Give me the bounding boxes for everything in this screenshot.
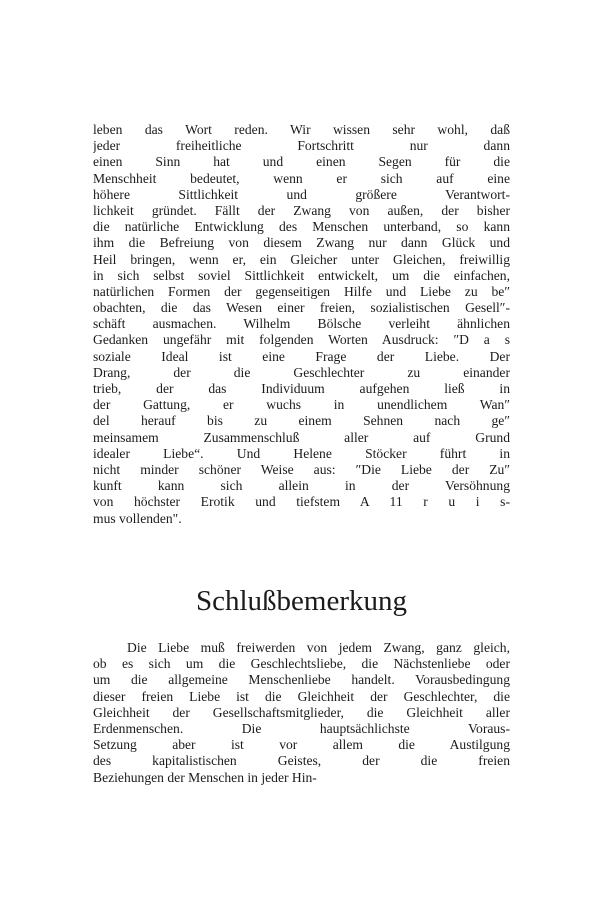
text-line: Gleichheit der Gesellschaftsmitglieder, die Gleichheit aller bbox=[93, 704, 510, 720]
text-line: Gedanken ungefähr mit folgenden Worten Ausdruck: ″D a s bbox=[93, 332, 510, 348]
text-line: des kapitalistischen Geistes, der die freien bbox=[93, 753, 510, 769]
text-line: höhere Sittlichkeit und größere Verantwort- bbox=[93, 186, 510, 202]
text-line: trieb, der das Individuum aufgehen ließ in bbox=[93, 381, 510, 396]
text-line: um die allgemeine Menschenliebe handelt. Vorausbedingung bbox=[93, 672, 510, 688]
text-line: ob es sich um die Geschlechtsliebe, die Nächstenliebe oder bbox=[93, 656, 510, 672]
text-line: nicht minder schöner Weise aus: ″Die Liebe der Zu″ bbox=[93, 461, 510, 477]
text-line: lichkeit gründet. Fällt der Zwang von außen, der bisher bbox=[93, 202, 510, 218]
text-line: soziale Ideal ist eine Frage der Liebe. Der bbox=[93, 348, 510, 364]
text-line: idealer Liebe“. Und Helene Stöcker führt in bbox=[93, 445, 510, 461]
text-line: obachten, die das Wesen einer freien, sozialistischen Gesell″- bbox=[93, 300, 510, 316]
text-line: meinsamem Zusammenschluß aller auf Grund bbox=[93, 429, 510, 445]
text-line: in sich selbst soviel Sittlichkeit entwickelt, um die einfachen, bbox=[93, 267, 510, 283]
paragraph bbox=[93, 640, 510, 786]
text-line: ihm die Befreiung von diesem Zwang nur dann Glück und bbox=[93, 235, 510, 251]
text-line: del herauf bis zu einem Sehnen nach ge″ bbox=[93, 413, 510, 429]
text-line: Erdenmenschen. Die hauptsächlichste Voraus- bbox=[93, 720, 510, 736]
text-line: Beziehungen der Menschen in jeder Hin- bbox=[93, 769, 317, 785]
section-heading: Schlußbemerkung bbox=[195, 585, 407, 617]
text-line: Heil bringen, wenn er, ein Gleicher unter Gleichen, freiwillig bbox=[93, 251, 510, 267]
text-line: kunft kann sich allein in der Versöhnung bbox=[93, 478, 510, 494]
text-line: schäft ausmachen. Wilhelm Bölsche verleiht ähnlichen bbox=[93, 316, 510, 332]
text-line: dieser freien Liebe ist die Gleichheit der Geschlechter, die bbox=[93, 688, 510, 704]
text-line: jeder freiheitliche Fortschritt nur dann bbox=[93, 138, 510, 154]
text-line: Drang, der die Geschlechter zu einander bbox=[93, 364, 510, 380]
text-line: einen Sinn hat und einen Segen für die bbox=[93, 154, 510, 170]
text-line: natürlichen Formen der gegenseitigen Hilfe und Liebe zu be″ bbox=[93, 283, 510, 299]
paragraph-continuation bbox=[93, 122, 510, 527]
text-line: mus vollenden". bbox=[93, 510, 182, 526]
text-line: leben das Wort reden. Wir wissen sehr wohl, daß bbox=[93, 122, 510, 137]
text-line: der Gattung, er wuchs in unendlichem Wan″ bbox=[93, 397, 510, 413]
text-line: Die Liebe muß freiwerden von jedem Zwang, ganz gleich, bbox=[127, 640, 510, 655]
text-line: die natürliche Entwicklung des Menschen unterband, so kann bbox=[93, 219, 510, 235]
text-line: Setzung aber ist vor allem die Austilgung bbox=[93, 737, 510, 753]
text-line: Menschheit bedeutet, wenn er sich auf eine bbox=[93, 170, 510, 186]
text-line: von höchster Erotik und tiefstem A 11 r u i s- bbox=[93, 494, 510, 510]
